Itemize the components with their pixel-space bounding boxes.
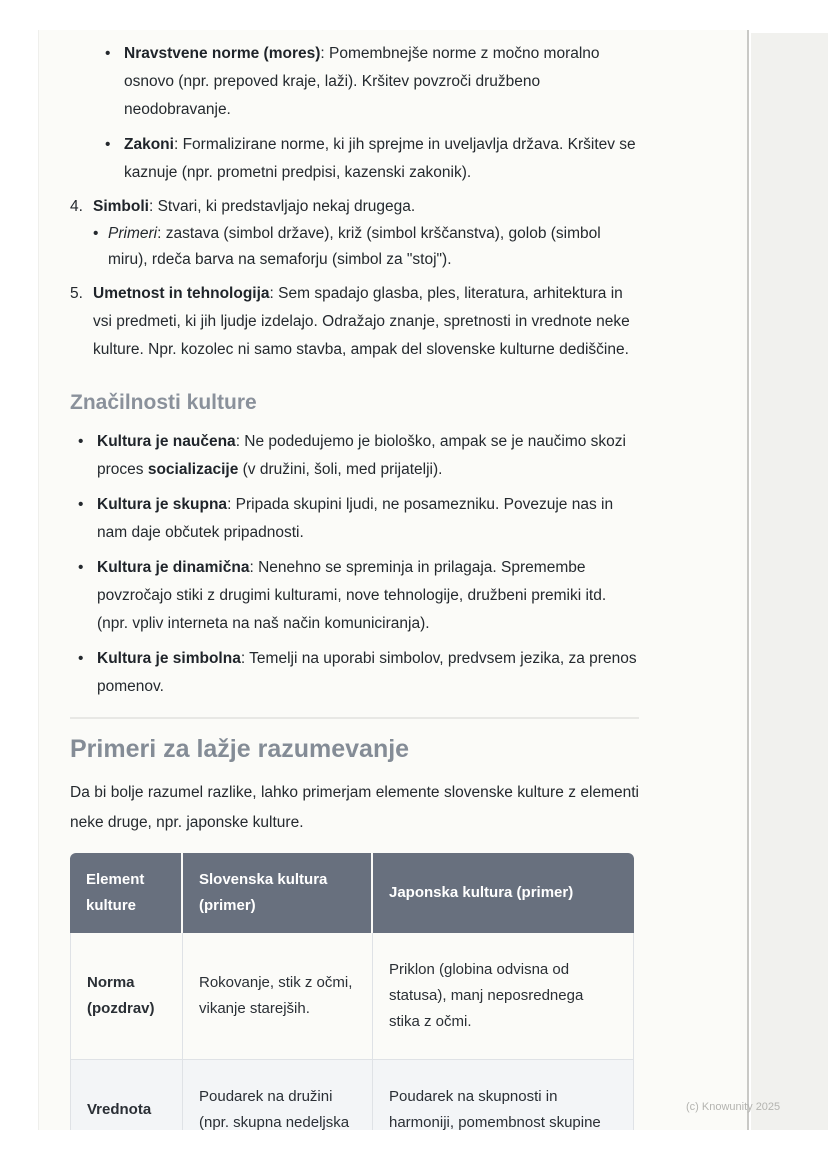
bullet-list-norms xyxy=(105,40,639,187)
numbered-item xyxy=(70,280,639,364)
numbered-list xyxy=(70,194,639,364)
section-heading-znacilnosti: Značilnosti kulture xyxy=(70,391,257,414)
list-item-text xyxy=(124,40,639,124)
table-row xyxy=(70,1060,634,1130)
term-italic: Primeri xyxy=(108,225,158,242)
item-text: : Pripada skupini ljudi, ne posamezniku. Povezuje nas in nam daje občutek pripadnosti. xyxy=(97,496,614,541)
bullet-icon: • xyxy=(105,136,111,153)
item-text: : Temelji na uporabi simbolov, predvsem jezika, za prenos pomenov. xyxy=(97,650,637,695)
row-label-cell: Norma (pozdrav) xyxy=(70,933,183,1060)
item-text: : Sem spadajo glasba, ples, literatura, arhitektura in vsi predmeti, ki jih ljudje izdelajo. Odražajo znanje, spretnosti in vrednote neke kulture. Npr. kozolec ni samo stavba, ampak del slovenske kulturne dediščine. xyxy=(93,285,630,358)
list-item xyxy=(78,554,639,638)
table-row xyxy=(70,933,634,1060)
item-text: : Stvari, ki predstavljajo nekaj drugega. xyxy=(148,198,416,215)
cell-slovenska: Rokovanje, stik z očmi, vikanje starejših. xyxy=(183,933,373,1060)
numbered-item-body xyxy=(93,194,639,273)
cell-slovenska: Poudarek na družini (npr. skupna nedeljska xyxy=(183,1060,373,1130)
list-item xyxy=(78,491,639,547)
numbered-item xyxy=(70,194,639,273)
intro-paragraph: Da bi bolje razumel razlike, lahko primerjam elemente slovenske kulture z elementi neke druge, npr. japonske kulture. xyxy=(70,784,639,831)
term-bold: Nravstvene norme (mores) xyxy=(124,45,321,62)
bullet-icon: • xyxy=(78,433,84,450)
term-bold: Kultura je dinamična xyxy=(97,559,250,576)
page-right-gutter xyxy=(751,33,828,1130)
list-item xyxy=(78,645,639,701)
table-header-cell: Japonska kultura (primer) xyxy=(373,853,634,933)
sub-bullet-item xyxy=(93,221,639,273)
bullet-list-characteristics xyxy=(78,428,639,701)
item-text: : Ne podedujemo je biološko, ampak se je naučimo skozi proces xyxy=(97,433,626,478)
list-item-text xyxy=(97,428,639,484)
term-bold: Zakoni xyxy=(124,136,174,153)
item-text: : Formalizirane norme, ki jih sprejme in uveljavlja država. Kršitev se kaznuje (npr. prometni predpisi, kazenski zakonik). xyxy=(124,136,636,181)
item-text: : Nenehno se spreminja in prilagaja. Spremembe povzročajo stiki z drugimi kulturami, nove tehnologije, družbeni premiki itd. (npr. vpliv interneta na naš način komuniciranja). xyxy=(97,559,607,632)
term-bold: Kultura je naučena xyxy=(97,433,236,450)
bullet-icon: • xyxy=(78,559,84,576)
table-header-cell: Element kulture xyxy=(70,853,183,933)
numbered-item-text xyxy=(93,280,639,364)
term-bold: socializacije xyxy=(147,461,239,478)
list-item-text xyxy=(97,491,639,547)
bullet-icon: • xyxy=(105,45,111,62)
bullet-icon: • xyxy=(78,650,84,667)
list-item-text xyxy=(97,554,639,638)
table-header-cell: Slovenska kultura (primer) xyxy=(183,853,373,933)
cell-japonska: Priklon (globina odvisna od statusa), manj neposrednega stika z očmi. xyxy=(373,933,634,1060)
bullet-icon: • xyxy=(78,496,84,513)
row-label-cell: Vrednota xyxy=(70,1060,183,1130)
divider xyxy=(70,717,639,719)
list-item-text xyxy=(124,131,639,187)
list-item-text xyxy=(97,645,639,701)
document-content xyxy=(39,30,747,1130)
item-text: : zastava (simbol države), križ (simbol krščanstva), golob (simbol miru), rdeča barva na semaforju (simbol za "stoj"). xyxy=(108,225,601,268)
term-bold: Kultura je skupna xyxy=(97,496,228,513)
item-text: : Pomembnejše norme z močno moralno osnovo (npr. prepoved kraje, laži). Kršitev povzroči družbeno neodobravanje. xyxy=(124,45,600,118)
table-header-row xyxy=(70,853,634,933)
list-item xyxy=(78,428,639,484)
term-bold: Simboli xyxy=(93,198,149,215)
bullet-icon: • xyxy=(93,225,99,242)
term-bold: Umetnost in tehnologija xyxy=(93,285,270,302)
term-bold: Kultura je simbolna xyxy=(97,650,241,667)
item-text: (v družini, šoli, med prijatelji). xyxy=(238,461,443,478)
numbered-item-text xyxy=(93,194,639,220)
number-marker: 5. xyxy=(70,285,83,302)
sub-item-text xyxy=(108,221,639,273)
number-marker: 4. xyxy=(70,198,83,215)
cell-japonska: Poudarek na skupnosti in harmoniji, pomembnost skupine xyxy=(373,1060,634,1130)
comparison-table xyxy=(70,853,634,1130)
list-item xyxy=(105,40,639,124)
watermark: (c) Knowunity 2025 xyxy=(686,1101,781,1113)
section-heading-primeri: Primeri za lažje razumevanje xyxy=(70,735,410,763)
document-page xyxy=(38,30,749,1130)
list-item xyxy=(105,131,639,187)
